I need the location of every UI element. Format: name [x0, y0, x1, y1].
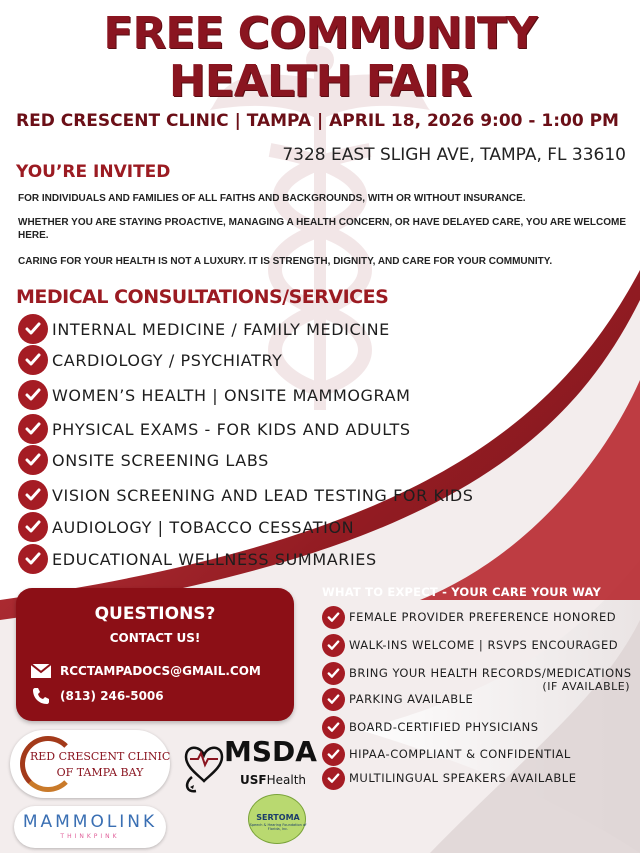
- contact-subheading: CONTACT US!: [109, 631, 201, 645]
- sertoma-wordmark: SERTOMA: [256, 813, 300, 822]
- services-heading: MEDICAL CONSULTATIONS/SERVICES: [16, 286, 389, 308]
- phone-icon: [30, 687, 52, 705]
- service-label: PHYSICAL EXAMS - FOR KIDS AND ADULTS: [52, 419, 411, 439]
- service-item: [18, 445, 269, 475]
- check-circle-icon: [18, 512, 48, 542]
- crescent-icon: [20, 736, 76, 792]
- service-item: [18, 380, 411, 410]
- expect-label: WALK-INS WELCOME | RSVPS ENCOURAGED: [349, 638, 619, 652]
- event-title-line2: HEALTH FAIR: [168, 56, 472, 107]
- usf-health-wordmark: [240, 773, 306, 787]
- usf-label: USF: [240, 773, 267, 787]
- heart-stethoscope-icon: [180, 737, 228, 795]
- expect-heading: WHAT TO EXPECT - YOUR CARE YOUR WAY: [322, 585, 601, 599]
- expect-item: [322, 743, 571, 766]
- invite-paragraph: WHETHER YOU ARE STAYING PROACTIVE, MANAGING A HEALTH CONCERN, OR HAVE DELAYED CARE, YOU ARE WELCOME HERE.: [18, 217, 627, 241]
- mammolink-tagline: THINKPINK: [60, 833, 120, 840]
- check-circle-icon: [18, 380, 48, 410]
- expect-item: [322, 688, 473, 711]
- service-item: [18, 512, 354, 542]
- expect-label: BRING YOUR HEALTH RECORDS/MEDICATIONS: [349, 666, 632, 680]
- mammolink-logo: [14, 806, 166, 848]
- expect-label: PARKING AVAILABLE: [349, 692, 474, 706]
- service-label: ONSITE SCREENING LABS: [52, 450, 269, 470]
- service-item: [18, 480, 474, 510]
- event-title-line1: FREE COMMUNITY: [103, 8, 537, 59]
- event-address: 7328 EAST SLIGH AVE, TAMPA, FL 33610: [282, 145, 626, 165]
- check-circle-icon: [322, 662, 345, 685]
- event-details: RED CRESCENT CLINIC | TAMPA | APRIL 18, 2026 9:00 - 1:00 PM: [16, 111, 619, 131]
- service-item: [18, 345, 283, 375]
- service-item: [18, 314, 390, 344]
- contact-heading: QUESTIONS?: [94, 604, 216, 624]
- rcc-logo-line2: OF TAMPA BAY: [56, 766, 144, 779]
- phone-number[interactable]: (813) 246-5006: [60, 689, 164, 703]
- check-circle-icon: [322, 634, 345, 657]
- sertoma-subtext: Speech & Hearing Foundation of Florida, Inc.: [249, 823, 307, 831]
- service-label: EDUCATIONAL WELLNESS SUMMARIES: [52, 549, 377, 569]
- mammolink-wordmark: MAMMOLINK: [22, 812, 158, 832]
- sertoma-logo: [248, 794, 306, 844]
- health-label: Health: [266, 773, 306, 787]
- service-label: VISION SCREENING AND LEAD TESTING FOR KIDS: [52, 485, 474, 505]
- service-label: CARDIOLOGY / PSYCHIATRY: [52, 350, 283, 370]
- invite-paragraph: FOR INDIVIDUALS AND FAMILIES OF ALL FAITHS AND BACKGROUNDS, WITH OR WITHOUT INSURANCE.: [18, 193, 526, 204]
- check-circle-icon: [18, 414, 48, 444]
- expect-item: [322, 767, 576, 790]
- invite-paragraph: CARING FOR YOUR HEALTH IS NOT A LUXURY. IT IS STRENGTH, DIGNITY, AND CARE FOR YOUR COMMUNITY.: [18, 256, 553, 267]
- expect-label: FEMALE PROVIDER PREFERENCE HONORED: [349, 610, 617, 624]
- check-circle-icon: [18, 314, 48, 344]
- service-label: AUDIOLOGY | TOBACCO CESSATION: [52, 517, 355, 537]
- rcc-logo-line1: RED CRESCENT CLINIC: [30, 750, 171, 763]
- expect-label: MULTILINGUAL SPEAKERS AVAILABLE: [349, 771, 577, 785]
- contact-phone[interactable]: [30, 687, 164, 705]
- service-label: INTERNAL MEDICINE / FAMILY MEDICINE: [52, 319, 390, 339]
- expect-note: (IF AVAILABLE): [542, 680, 630, 693]
- red-crescent-clinic-logo: [10, 730, 170, 798]
- envelope-icon: [30, 662, 52, 680]
- service-item: [18, 544, 377, 574]
- contact-email[interactable]: [30, 662, 261, 680]
- service-label: WOMEN’S HEALTH | ONSITE MAMMOGRAM: [52, 385, 411, 405]
- email-address[interactable]: RCCTAMPADOCS@GMAIL.COM: [60, 664, 261, 678]
- check-circle-icon: [322, 688, 345, 711]
- expect-label: BOARD-CERTIFIED PHYSICIANS: [349, 720, 539, 734]
- expect-item: [322, 634, 618, 657]
- check-circle-icon: [18, 445, 48, 475]
- msda-wordmark: MSDA: [224, 735, 317, 768]
- check-circle-icon: [18, 544, 48, 574]
- check-circle-icon: [18, 480, 48, 510]
- invite-heading: YOU’RE INVITED: [16, 162, 171, 182]
- expect-item: [322, 606, 616, 629]
- expect-item: [322, 716, 539, 739]
- check-circle-icon: [322, 606, 345, 629]
- check-circle-icon: [18, 345, 48, 375]
- contact-box: [16, 588, 294, 721]
- service-item: [18, 414, 411, 444]
- expect-label: HIPAA-COMPLIANT & CONFIDENTIAL: [349, 747, 571, 761]
- msda-usf-health-logo: [180, 735, 330, 795]
